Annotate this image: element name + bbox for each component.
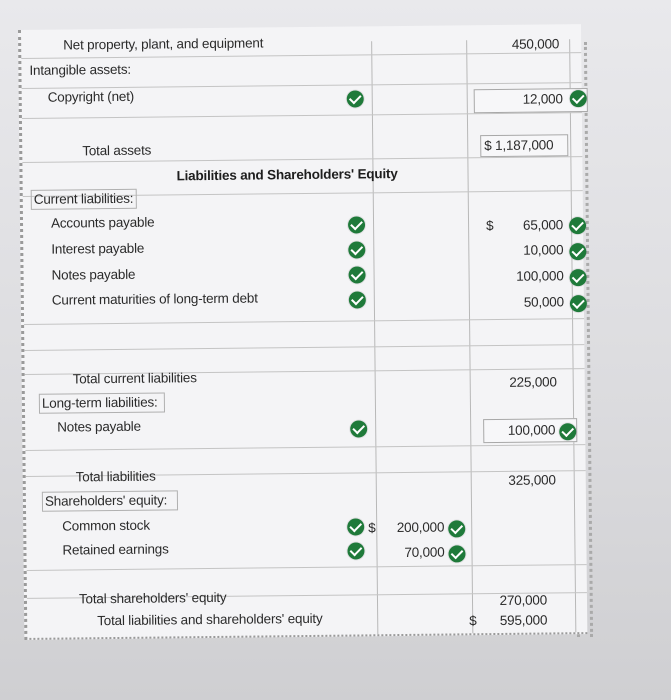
retained-earnings-label: Retained earnings	[62, 541, 169, 558]
lt-notes-payable-amount: 100,000	[507, 422, 556, 438]
retained-earnings-amount: 70,000	[404, 544, 445, 560]
total-equity-label: Total shareholders' equity	[78, 589, 227, 607]
check-icon	[570, 269, 587, 286]
check-icon	[347, 90, 364, 107]
grid-hline	[22, 82, 582, 89]
net-ppe-amount: 450,000	[511, 36, 560, 52]
section-title: Liabilities and Shareholders' Equity	[176, 166, 398, 184]
check-icon	[448, 545, 465, 562]
grid-hline	[25, 444, 585, 451]
equity-label: Shareholders' equity:	[44, 492, 168, 509]
grid-vline-3	[569, 39, 576, 632]
check-icon	[347, 542, 364, 559]
total-liabilities-label: Total liabilities	[75, 468, 156, 485]
longterm-liabilities-label: Long-term liabilities:	[41, 394, 158, 411]
grid-hline	[22, 112, 582, 119]
grid-vline-2	[466, 40, 473, 633]
check-icon	[570, 90, 587, 107]
total-liab-equity-dollar: $	[469, 613, 477, 629]
check-icon	[348, 266, 365, 283]
accounts-payable-dollar: $	[485, 218, 494, 234]
notes-payable-amount: 100,000	[516, 268, 564, 284]
check-icon	[349, 291, 366, 308]
check-icon	[348, 216, 365, 233]
total-equity-amount: 270,000	[499, 592, 548, 608]
interest-payable-label: Interest payable	[51, 240, 145, 257]
common-stock-dollar: $	[368, 520, 376, 536]
check-icon	[569, 217, 586, 234]
interest-payable-amount: 10,000	[523, 242, 564, 258]
total-assets-label: Total assets	[82, 142, 152, 159]
check-icon	[448, 520, 465, 537]
total-liab-equity-label: Total liabilities and shareholders' equity	[97, 610, 323, 629]
current-liabilities-label: Current liabilities:	[33, 190, 134, 207]
check-icon	[348, 241, 365, 258]
total-liab-equity-amount: 595,000	[499, 612, 548, 628]
total-current-liabilities-label: Total current liabilities	[72, 370, 197, 387]
check-icon	[569, 243, 586, 260]
copyright-amount: 12,000	[522, 91, 563, 107]
check-icon	[559, 423, 576, 440]
grid-hline	[24, 318, 584, 325]
check-icon	[570, 295, 587, 312]
common-stock-label: Common stock	[62, 517, 150, 534]
current-maturities-label: Current maturities of long-term debt	[51, 290, 258, 308]
grid-hline	[27, 564, 587, 571]
grid-hline	[21, 52, 581, 59]
accounts-payable-label: Accounts payable	[50, 214, 155, 231]
net-ppe-label: Net property, plant, and equipment	[63, 35, 264, 53]
intangible-label: Intangible assets:	[29, 61, 131, 78]
check-icon	[350, 420, 367, 437]
total-assets-amount: $ 1,187,000	[484, 137, 554, 154]
balance-sheet	[18, 24, 587, 640]
lt-notes-payable-label: Notes payable	[57, 418, 141, 435]
accounts-payable-amount: 65,000	[522, 217, 564, 233]
total-liabilities-amount: 325,000	[508, 472, 556, 488]
copyright-label: Copyright (net)	[47, 88, 135, 105]
check-icon	[347, 518, 364, 535]
common-stock-amount: 200,000	[396, 519, 445, 536]
total-current-liabilities-amount: 225,000	[509, 374, 557, 390]
current-maturities-amount: 50,000	[523, 294, 564, 310]
notes-payable-label: Notes payable	[51, 266, 136, 283]
grid-hline	[24, 344, 584, 351]
